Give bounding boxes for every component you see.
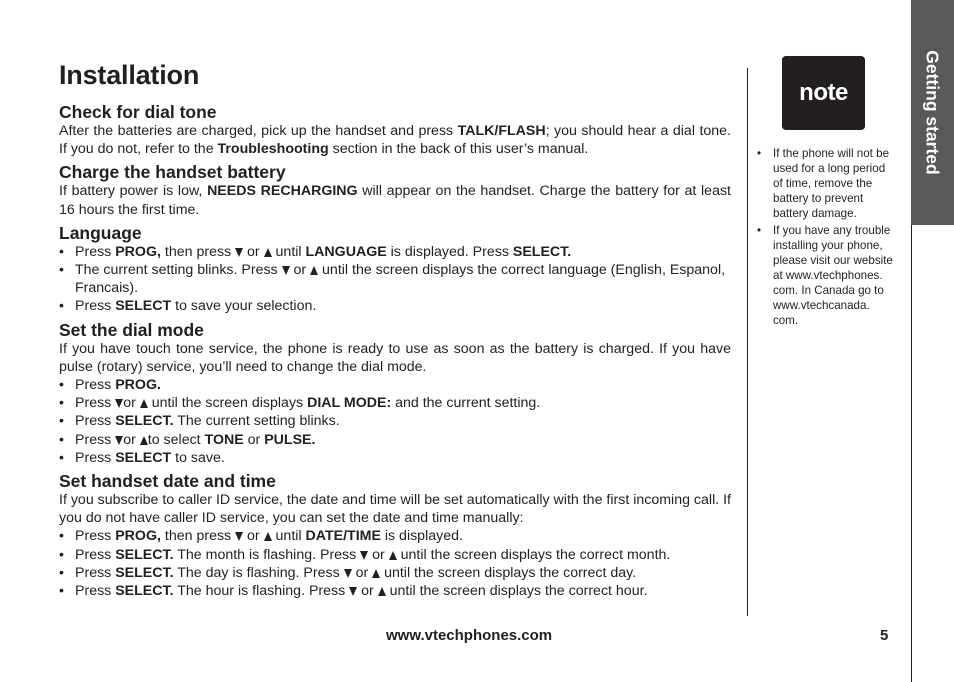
text-run: Press <box>75 298 116 315</box>
text-run: or <box>243 431 265 448</box>
text-run: If you subscribe to caller ID service, the date and time will be set automatically with the first incoming call. If you do not have caller ID service, you can set the date and time manually: <box>59 492 731 527</box>
page-title: Installation <box>59 60 200 90</box>
text-run: Press <box>75 528 116 545</box>
text-run: Press <box>75 243 116 260</box>
section <box>59 162 731 218</box>
bold-term: TALK/FLASH <box>457 123 546 139</box>
up-arrow-icon <box>310 266 318 275</box>
page-number: 5 <box>880 627 889 644</box>
text-run: to select <box>147 431 205 448</box>
section-paragraph <box>59 491 731 527</box>
bold-term: SELECT. <box>512 243 572 260</box>
up-arrow-icon <box>378 587 386 596</box>
text-run: until the screen displays <box>147 395 308 412</box>
text-run: Press <box>75 449 116 466</box>
text-run: The month is flashing. Press <box>173 546 361 563</box>
bold-term: PROG. <box>115 377 161 394</box>
bullet-item <box>59 582 731 600</box>
bold-term: SELECT. <box>115 413 174 430</box>
down-arrow-icon <box>235 248 243 257</box>
text-run: or <box>351 564 373 581</box>
side-tab-label-wrap <box>911 0 954 225</box>
bullet-item <box>59 449 731 467</box>
side-tab-label: Getting started <box>923 50 943 175</box>
section <box>59 102 731 158</box>
section-heading: Charge the handset battery <box>59 162 286 183</box>
bullet-item <box>59 527 731 545</box>
text-run: until the screen displays the correct hour. <box>385 583 648 600</box>
section <box>59 223 731 316</box>
text-run: or <box>357 583 378 600</box>
note-list <box>757 146 894 330</box>
bold-term: PROG, <box>115 243 161 260</box>
section-heading: Set handset date and time <box>59 471 276 492</box>
bullet-list <box>59 243 731 316</box>
text-run: Press <box>75 431 116 448</box>
bullet-item <box>59 431 731 449</box>
text-run: and the current setting. <box>391 395 541 412</box>
text-run: The current setting blinks. <box>173 413 340 430</box>
up-arrow-icon <box>264 532 272 541</box>
text-run: section in the back of this user’s manual. <box>328 141 589 158</box>
text-run: If you have touch tone service, the phone is ready to use as soon as the battery is charged. If you have pulse (rotary) service, you’ll need to change the dial mode. <box>59 340 731 375</box>
section-paragraph <box>59 122 731 158</box>
section-heading: Set the dial mode <box>59 319 204 340</box>
bullet-item <box>59 243 731 261</box>
text-run: or <box>243 243 264 260</box>
note-logo: note <box>782 56 865 130</box>
up-arrow-icon <box>264 248 272 257</box>
note-item: • If you have any trouble installing your phone, please visit our website at www.vtechphones. com. In Canada go to www.vtechcanada. com. <box>757 223 894 328</box>
section <box>59 320 731 467</box>
text-run: Press <box>75 413 116 430</box>
column-divider <box>747 68 748 616</box>
text-run: until the screen displays the correct day. <box>380 564 637 581</box>
up-arrow-icon <box>372 569 380 578</box>
text-run: If battery power is low, <box>59 183 208 200</box>
text-run: is displayed. Press <box>386 243 513 260</box>
up-arrow-icon <box>140 399 148 408</box>
bullet-item <box>59 394 731 412</box>
text-run: or <box>289 262 311 279</box>
down-arrow-icon <box>349 587 357 596</box>
section-paragraph <box>59 340 731 376</box>
section-heading: Check for dial tone <box>59 102 217 122</box>
bullet-item <box>59 564 731 582</box>
footer-url[interactable]: www.vtechphones.com <box>386 627 553 644</box>
bold-term: DIAL MODE: <box>307 395 392 412</box>
text-run: or <box>368 546 389 563</box>
bold-term: SELECT. <box>115 546 174 563</box>
bold-term: TONE <box>204 431 244 448</box>
text-run: to save your selection. <box>171 298 317 315</box>
bold-term: SELECT. <box>115 583 174 600</box>
text-run: or <box>123 395 140 412</box>
bold-term: NEEDS RECHARGING <box>207 183 358 200</box>
text-run: Press <box>75 395 116 412</box>
text-run: Press <box>75 564 116 581</box>
bullet-list <box>59 527 731 600</box>
bold-term: SELECT. <box>115 564 174 581</box>
text-run: until <box>271 528 306 545</box>
section <box>59 471 731 600</box>
section-heading: Language <box>59 222 142 243</box>
bold-term: PROG, <box>115 528 161 545</box>
note-item: • If the phone will not be used for a long period of time, remove the battery to prevent battery damage. <box>757 146 894 221</box>
bold-term: SELECT <box>115 449 172 466</box>
text-run: ; you should hear a dial tone. If you do not, refer to the <box>59 123 731 158</box>
text-run: until the screen displays the correct month. <box>396 546 671 563</box>
text-run: The current setting blinks. Press <box>75 262 282 279</box>
text-run: is displayed. <box>380 528 463 545</box>
text-run: until the screen displays the correct language (English, Espanol, Francais). <box>75 262 726 297</box>
main-content <box>59 102 731 604</box>
down-arrow-icon <box>282 266 290 275</box>
section-paragraph <box>59 182 731 218</box>
bullet-item <box>59 261 731 297</box>
up-arrow-icon <box>140 436 148 445</box>
bullet-item <box>59 546 731 564</box>
text-run: Press <box>75 583 116 600</box>
text-run: The day is flashing. Press <box>173 564 344 581</box>
bold-term: Troubleshooting <box>217 141 329 158</box>
bullet-list <box>59 376 731 467</box>
bullet-item <box>59 297 731 315</box>
side-rule <box>911 225 912 682</box>
text-run: until <box>271 243 306 260</box>
text-run: or <box>243 528 264 545</box>
down-arrow-icon <box>360 551 368 560</box>
text-run: The hour is flashing. Press <box>173 583 350 600</box>
text-run: will appear on the handset. Charge the battery for at least 16 hours the first time. <box>59 183 731 218</box>
bold-term: SELECT <box>115 298 172 315</box>
bullet-item <box>59 412 731 430</box>
down-arrow-icon <box>235 532 243 541</box>
text-run: to save. <box>171 449 225 466</box>
text-run: After the batteries are charged, pick up the handset and press <box>59 123 458 139</box>
text-run: then press <box>160 528 236 545</box>
bold-term: DATE/TIME <box>305 528 381 545</box>
down-arrow-icon <box>344 569 352 578</box>
text-run: or <box>123 431 140 448</box>
text-run: then press <box>160 243 236 260</box>
bullet-item <box>59 376 731 394</box>
text-run: Press <box>75 546 116 563</box>
bold-term: PULSE. <box>264 431 316 448</box>
text-run: Press <box>75 377 116 394</box>
up-arrow-icon <box>389 551 397 560</box>
bold-term: LANGUAGE <box>305 243 387 260</box>
